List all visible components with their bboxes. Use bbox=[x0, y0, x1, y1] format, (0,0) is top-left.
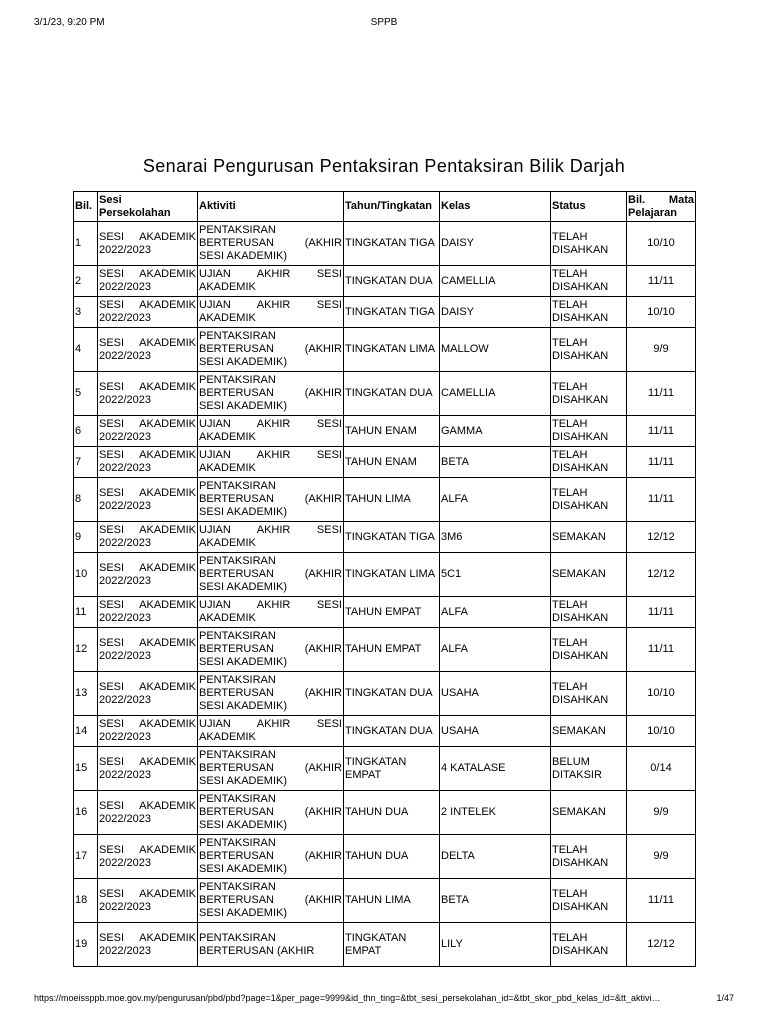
cell-aktiviti: UJIAN AKHIR SESI AKADEMIK bbox=[198, 297, 344, 328]
cell-status: TELAH DISAHKAN bbox=[551, 416, 627, 447]
cell-kelas: CAMELLIA bbox=[440, 372, 551, 416]
cell-sesi: SESI AKADEMIK 2022/2023 bbox=[98, 522, 198, 553]
cell-bil-mp: 9/9 bbox=[627, 791, 696, 835]
cell-kelas: 5C1 bbox=[440, 553, 551, 597]
cell-bil-mp: 10/10 bbox=[627, 297, 696, 328]
cell-aktiviti: UJIAN AKHIR SESI AKADEMIK bbox=[198, 716, 344, 747]
cell-kelas: DAISY bbox=[440, 297, 551, 328]
cell-bil-mp: 11/11 bbox=[627, 597, 696, 628]
cell-aktiviti: PENTAKSIRAN BERTERUSAN (AKHIR bbox=[198, 923, 344, 967]
cell-sesi: SESI AKADEMIK 2022/2023 bbox=[98, 923, 198, 967]
cell-kelas: ALFA bbox=[440, 478, 551, 522]
cell-sesi: SESI AKADEMIK 2022/2023 bbox=[98, 791, 198, 835]
cell-aktiviti: PENTAKSIRAN BERTERUSAN (AKHIR SESI AKADEMIK) bbox=[198, 879, 344, 923]
cell-sesi: SESI AKADEMIK 2022/2023 bbox=[98, 553, 198, 597]
cell-status: TELAH DISAHKAN bbox=[551, 835, 627, 879]
cell-aktiviti: PENTAKSIRAN BERTERUSAN (AKHIR SESI AKADEMIK) bbox=[198, 835, 344, 879]
cell-sesi: SESI AKADEMIK 2022/2023 bbox=[98, 597, 198, 628]
cell-bil-mp: 11/11 bbox=[627, 879, 696, 923]
cell-bil: 16 bbox=[74, 791, 98, 835]
cell-kelas: BETA bbox=[440, 447, 551, 478]
table-row bbox=[74, 328, 696, 372]
col-header-tahun: Tahun/Tingkatan bbox=[344, 192, 440, 222]
cell-kelas: 4 KATALASE bbox=[440, 747, 551, 791]
cell-status: TELAH DISAHKAN bbox=[551, 628, 627, 672]
cell-bil-mp: 11/11 bbox=[627, 372, 696, 416]
print-page-title: SPPB bbox=[370, 17, 398, 28]
table-header-row bbox=[74, 192, 696, 222]
cell-tahun: TINGKATAN TIGA bbox=[344, 522, 440, 553]
cell-tahun: TINGKATAN DUA bbox=[344, 372, 440, 416]
cell-bil-mp: 9/9 bbox=[627, 328, 696, 372]
col-header-aktiviti: Aktiviti bbox=[198, 192, 344, 222]
cell-aktiviti: PENTAKSIRAN BERTERUSAN (AKHIR SESI AKADEMIK) bbox=[198, 553, 344, 597]
cell-bil: 5 bbox=[74, 372, 98, 416]
cell-tahun: TAHUN LIMA bbox=[344, 879, 440, 923]
assessment-table bbox=[73, 191, 696, 967]
cell-bil-mp: 11/11 bbox=[627, 628, 696, 672]
table-row bbox=[74, 628, 696, 672]
col-header-status: Status bbox=[551, 192, 627, 222]
cell-sesi: SESI AKADEMIK 2022/2023 bbox=[98, 628, 198, 672]
cell-aktiviti: PENTAKSIRAN BERTERUSAN (AKHIR SESI AKADEMIK) bbox=[198, 672, 344, 716]
cell-status: SEMAKAN bbox=[551, 716, 627, 747]
col-header-bil-mp: Bil. Mata Pelajaran bbox=[627, 192, 696, 222]
cell-sesi: SESI AKADEMIK 2022/2023 bbox=[98, 372, 198, 416]
table-row bbox=[74, 297, 696, 328]
cell-aktiviti: PENTAKSIRAN BERTERUSAN (AKHIR SESI AKADEMIK) bbox=[198, 791, 344, 835]
cell-status: TELAH DISAHKAN bbox=[551, 597, 627, 628]
table-row bbox=[74, 222, 696, 266]
cell-bil: 18 bbox=[74, 879, 98, 923]
cell-sesi: SESI AKADEMIK 2022/2023 bbox=[98, 716, 198, 747]
cell-bil: 7 bbox=[74, 447, 98, 478]
cell-sesi: SESI AKADEMIK 2022/2023 bbox=[98, 447, 198, 478]
cell-tahun: TAHUN ENAM bbox=[344, 447, 440, 478]
col-header-bil: Bil. bbox=[74, 192, 98, 222]
print-page-indicator: 1/47 bbox=[716, 993, 734, 1003]
cell-bil: 9 bbox=[74, 522, 98, 553]
cell-tahun: TINGKATAN LIMA bbox=[344, 553, 440, 597]
table-row bbox=[74, 879, 696, 923]
cell-kelas: LILY bbox=[440, 923, 551, 967]
cell-sesi: SESI AKADEMIK 2022/2023 bbox=[98, 672, 198, 716]
cell-bil: 13 bbox=[74, 672, 98, 716]
cell-aktiviti: UJIAN AKHIR SESI AKADEMIK bbox=[198, 416, 344, 447]
cell-bil-mp: 9/9 bbox=[627, 835, 696, 879]
table-row bbox=[74, 553, 696, 597]
table-row bbox=[74, 478, 696, 522]
cell-kelas: MALLOW bbox=[440, 328, 551, 372]
cell-kelas: USAHA bbox=[440, 672, 551, 716]
cell-tahun: TAHUN LIMA bbox=[344, 478, 440, 522]
cell-status: TELAH DISAHKAN bbox=[551, 478, 627, 522]
cell-bil: 4 bbox=[74, 328, 98, 372]
table-row bbox=[74, 522, 696, 553]
cell-tahun: TINGKATAN DUA bbox=[344, 716, 440, 747]
cell-status: TELAH DISAHKAN bbox=[551, 222, 627, 266]
cell-kelas: 2 INTELEK bbox=[440, 791, 551, 835]
cell-bil: 8 bbox=[74, 478, 98, 522]
cell-tahun: TINGKATAN TIGA bbox=[344, 222, 440, 266]
cell-status: TELAH DISAHKAN bbox=[551, 266, 627, 297]
col-header-sesi: Sesi Persekolahan bbox=[98, 192, 198, 222]
table-row bbox=[74, 672, 696, 716]
cell-aktiviti: PENTAKSIRAN BERTERUSAN (AKHIR SESI AKADEMIK) bbox=[198, 478, 344, 522]
cell-tahun: TAHUN DUA bbox=[344, 835, 440, 879]
table-row bbox=[74, 716, 696, 747]
cell-bil-mp: 11/11 bbox=[627, 447, 696, 478]
col-header-kelas: Kelas bbox=[440, 192, 551, 222]
cell-tahun: TINGKATAN EMPAT bbox=[344, 923, 440, 967]
cell-bil-mp: 11/11 bbox=[627, 266, 696, 297]
table-row bbox=[74, 416, 696, 447]
cell-sesi: SESI AKADEMIK 2022/2023 bbox=[98, 478, 198, 522]
cell-status: TELAH DISAHKAN bbox=[551, 672, 627, 716]
cell-status: SEMAKAN bbox=[551, 791, 627, 835]
cell-status: TELAH DISAHKAN bbox=[551, 372, 627, 416]
cell-sesi: SESI AKADEMIK 2022/2023 bbox=[98, 328, 198, 372]
cell-bil: 11 bbox=[74, 597, 98, 628]
cell-kelas: DELTA bbox=[440, 835, 551, 879]
cell-bil-mp: 12/12 bbox=[627, 522, 696, 553]
cell-kelas: GAMMA bbox=[440, 416, 551, 447]
cell-bil: 3 bbox=[74, 297, 98, 328]
table-row bbox=[74, 447, 696, 478]
cell-sesi: SESI AKADEMIK 2022/2023 bbox=[98, 416, 198, 447]
cell-bil: 12 bbox=[74, 628, 98, 672]
cell-tahun: TINGKATAN EMPAT bbox=[344, 747, 440, 791]
cell-bil: 2 bbox=[74, 266, 98, 297]
cell-bil-mp: 10/10 bbox=[627, 222, 696, 266]
cell-bil-mp: 11/11 bbox=[627, 416, 696, 447]
cell-bil-mp: 11/11 bbox=[627, 478, 696, 522]
cell-bil-mp: 10/10 bbox=[627, 716, 696, 747]
cell-sesi: SESI AKADEMIK 2022/2023 bbox=[98, 879, 198, 923]
cell-kelas: ALFA bbox=[440, 628, 551, 672]
cell-status: TELAH DISAHKAN bbox=[551, 447, 627, 478]
cell-bil-mp: 12/12 bbox=[627, 553, 696, 597]
cell-bil: 6 bbox=[74, 416, 98, 447]
table-row bbox=[74, 372, 696, 416]
print-datetime: 3/1/23, 9:20 PM bbox=[34, 17, 105, 28]
table-row bbox=[74, 923, 696, 967]
cell-bil: 15 bbox=[74, 747, 98, 791]
cell-bil-mp: 10/10 bbox=[627, 672, 696, 716]
cell-aktiviti: PENTAKSIRAN BERTERUSAN (AKHIR SESI AKADEMIK) bbox=[198, 747, 344, 791]
table-row bbox=[74, 791, 696, 835]
cell-kelas: 3M6 bbox=[440, 522, 551, 553]
cell-bil: 19 bbox=[74, 923, 98, 967]
cell-status: BELUM DITAKSIR bbox=[551, 747, 627, 791]
cell-tahun: TAHUN EMPAT bbox=[344, 597, 440, 628]
cell-sesi: SESI AKADEMIK 2022/2023 bbox=[98, 747, 198, 791]
cell-aktiviti: UJIAN AKHIR SESI AKADEMIK bbox=[198, 597, 344, 628]
cell-status: SEMAKAN bbox=[551, 553, 627, 597]
cell-bil-mp: 12/12 bbox=[627, 923, 696, 967]
cell-tahun: TAHUN ENAM bbox=[344, 416, 440, 447]
cell-kelas: DAISY bbox=[440, 222, 551, 266]
cell-bil-mp: 0/14 bbox=[627, 747, 696, 791]
cell-bil: 1 bbox=[74, 222, 98, 266]
cell-tahun: TAHUN EMPAT bbox=[344, 628, 440, 672]
cell-bil: 10 bbox=[74, 553, 98, 597]
cell-tahun: TINGKATAN DUA bbox=[344, 672, 440, 716]
table-row bbox=[74, 597, 696, 628]
cell-sesi: SESI AKADEMIK 2022/2023 bbox=[98, 297, 198, 328]
table-row bbox=[74, 747, 696, 791]
cell-tahun: TINGKATAN LIMA bbox=[344, 328, 440, 372]
table-row bbox=[74, 266, 696, 297]
cell-aktiviti: PENTAKSIRAN BERTERUSAN (AKHIR SESI AKADEMIK) bbox=[198, 328, 344, 372]
cell-tahun: TINGKATAN TIGA bbox=[344, 297, 440, 328]
print-url: https://moeissppb.moe.gov.my/pengurusan/pbd/pbd?page=1&per_page=9999&id_thn_ting=&tbt_sesi_persekolahan_id=&tbt_skor_pbd_kelas_id=&tt_aktivi… bbox=[34, 993, 661, 1003]
cell-status: SEMAKAN bbox=[551, 522, 627, 553]
cell-bil: 17 bbox=[74, 835, 98, 879]
cell-kelas: ALFA bbox=[440, 597, 551, 628]
cell-aktiviti: UJIAN AKHIR SESI AKADEMIK bbox=[198, 266, 344, 297]
cell-status: TELAH DISAHKAN bbox=[551, 879, 627, 923]
cell-tahun: TAHUN DUA bbox=[344, 791, 440, 835]
cell-sesi: SESI AKADEMIK 2022/2023 bbox=[98, 266, 198, 297]
cell-aktiviti: PENTAKSIRAN BERTERUSAN (AKHIR SESI AKADEMIK) bbox=[198, 628, 344, 672]
cell-status: TELAH DISAHKAN bbox=[551, 923, 627, 967]
cell-tahun: TINGKATAN DUA bbox=[344, 266, 440, 297]
cell-status: TELAH DISAHKAN bbox=[551, 328, 627, 372]
cell-kelas: CAMELLIA bbox=[440, 266, 551, 297]
cell-sesi: SESI AKADEMIK 2022/2023 bbox=[98, 835, 198, 879]
cell-aktiviti: PENTAKSIRAN BERTERUSAN (AKHIR SESI AKADEMIK) bbox=[198, 222, 344, 266]
cell-kelas: USAHA bbox=[440, 716, 551, 747]
cell-aktiviti: UJIAN AKHIR SESI AKADEMIK bbox=[198, 447, 344, 478]
cell-sesi: SESI AKADEMIK 2022/2023 bbox=[98, 222, 198, 266]
cell-status: TELAH DISAHKAN bbox=[551, 297, 627, 328]
cell-kelas: BETA bbox=[440, 879, 551, 923]
cell-bil: 14 bbox=[74, 716, 98, 747]
cell-aktiviti: PENTAKSIRAN BERTERUSAN (AKHIR SESI AKADEMIK) bbox=[198, 372, 344, 416]
page-title: Senarai Pengurusan Pentaksiran Pentaksiran Bilik Darjah bbox=[142, 156, 626, 176]
table-row bbox=[74, 835, 696, 879]
cell-aktiviti: UJIAN AKHIR SESI AKADEMIK bbox=[198, 522, 344, 553]
